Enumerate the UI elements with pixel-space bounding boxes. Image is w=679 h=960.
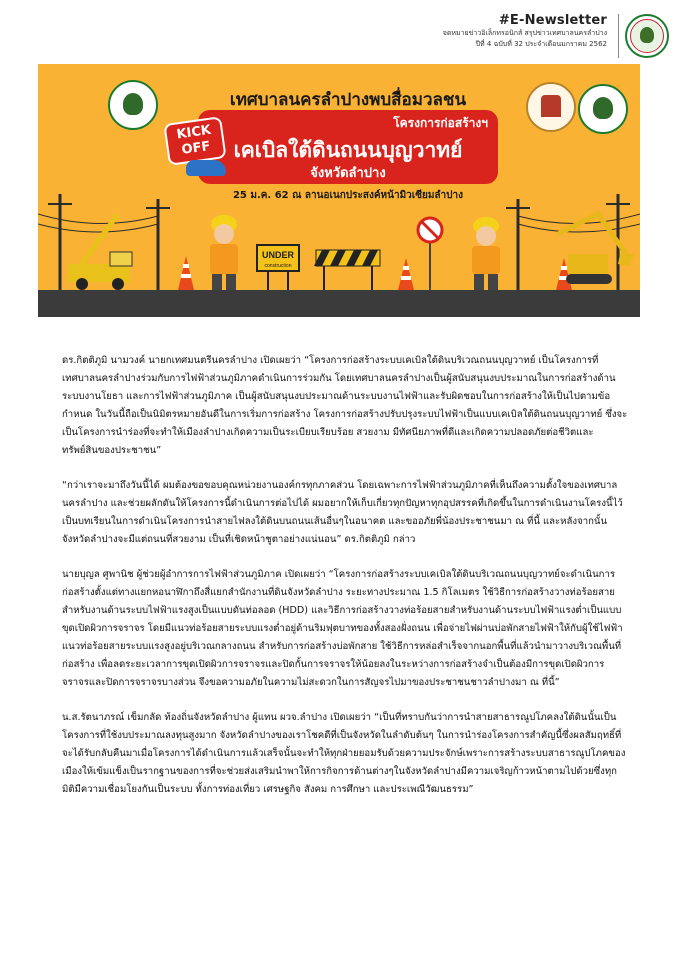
municipality-seal-icon [625,14,669,58]
provincial-seal-icon [526,82,576,132]
power-wires [38,214,640,232]
banner-headline: เทศบาลนครลำปางพบสื่อมวลชน [229,90,467,110]
article-paragraph: นายบุญล ศูพานิช ผู้ช่วยผู้อำการการไฟฟ้าส่วนภูมิภาค เปิดเผยว่า “โครงการก่อสร้างระบบเคเบิลใต้ดินบริเวณถนนบุญวาทย์จะดำเนินการก่อสร้างตั้งแต่ทางแยกหอนาฬิกาถึงสี่แยกสำนักงานที่ดินจังหวัดลำปาง ระยะทางประมาณ 1.5 กิโลเมตร ใช้วิธีการก่อสร้างวางท่อร้อยสายสำหรับงานด้านระบบไฟฟ้าแรงสูงเป็นแบบดันท่อลอด (HDD) และวิธีการก่อสร้างวางท่อร้อยสายสำหรับงานด้านระบบไฟฟ้าแรงต่ำเป็นแบบขุดเปิดผิวการจราจร โดยมีแนวท่อร้อยสายระบบแรงต่ำอยู่ด้านริมฟุตบาทของทั้งสองฝั่งถนน เพื่อจ่ายไฟผ่านบ่อพักสายไฟฟ้าให้กับผู้ใช้ไฟฟ้า แนวท่อร้อยสายระบบแรงสูงอยู่บริเวณกลางถนน สำหรับการก่อสร้างบ่อพักสาย ใช้วิธีการหล่อสำเร็จจากนอกพื้นที่แล้วนำมาวางบริเวณพื้นที่ก่อสร้าง เพื่อลดระยะเวลาการขุดเปิดผิวการจราจรและปิดกั้นการจราจรให้น้อยลงในระหว่างการก่อสร้างจำเป็นต้องมีการขุดเปิดผิวการจราจรและปิดการจราจรบางส่วน จึงขอความอภัยในความไม่สะดวกในการสัญจรไปมาของประชาชนชาวลำปางมา ณ ที่นี้” [62,569,623,688]
under-sign-line2: construction [264,263,292,269]
worker-right-icon [472,217,500,290]
banner-main-title: เคเบิลใต้ดินถนนบุญวาทย์ [233,138,463,162]
newsletter-title: #E-Newsletter [498,13,607,28]
article-paragraph: ดร.กิตติภูมิ นามวงค์ นายกเทศมนตรีนครลำปาง เปิดเผยว่า “โครงการก่อสร้างระบบเคเบิลใต้ดินบริเวณถนนบุญวาทย์ เป็นโครงการที่เทศบาลนครลำปางร่วมกับการไฟฟ้าส่วนภูมิภาคดำเนินการร่วมกัน โดยเทศบาลนครลำปางเป็นผู้สนับสนุนงบประมาณในการก่อสร้างด้านระบบงานโยธา และการไฟฟ้าส่วนภูมิภาค เป็นผู้สนับสนุนงบประมาณด้านระบบงานไฟฟ้าและรับผิดชอบในการก่อสร้างให้เป็นไปตามข้อกำหนด ในวันนี้ถือเป็นนิมิตรหมายอันดีในการเริ่มการก่อสร้าง โครงการก่อสร้างปรับปรุงระบบไฟฟ้าเป็นแบบเคเบิลใต้ดินถนนบุญวาทย์ ซึ่งจะเป็นโครงการนำร่องที่จะทำให้เมืองลำปางเกิดความเป็นระเบียบเรียบร้อย สวยงาม มีทัศนียภาพที่ดีและเกิดความปลอดภัยต่อชีวิตและทรัพย์สินของประชาชน” [62,355,628,456]
under-sign-line1: UNDER [261,250,295,260]
newsletter-header [0,0,679,64]
municipality-seal-icon [578,84,628,134]
banner-project-label: โครงการก่อสร้างฯ [393,116,488,130]
municipality-seal-icon [108,80,158,130]
header-divider [618,14,619,58]
newsletter-issue: ปีที่ 4 ฉบับที่ 32 ประจำเดือนมกราคม 2562 [475,40,607,48]
excavator-icon [558,214,634,284]
event-banner [38,64,640,317]
crane-truck-icon [68,214,132,290]
road-barrier-icon [314,250,380,290]
banner-date-place: 25 ม.ค. 62 ณ ลานอเนกประสงค์หน้ามิวเซียมลำปาง [232,190,464,201]
under-construction-sign [256,244,300,290]
header-text [443,13,607,50]
article-paragraph: “กว่าเราจะมาถึงวันนี้ได้ ผมต้องขอขอบคุณหน่วยงานองค์กรทุกภาคส่วน โดยเฉพาะการไฟฟ้าส่วนภูมิภาคที่เห็นถึงความตั้งใจของเทศบาลนครลำปาง และช่วยผลักดันให้โครงการนี้ดำเนินการต่อไปได้ ผมอยากให้เก็บเกี่ยวทุกปัญหาทุกอุปสรรคที่เกิดขึ้นในการดำเนินงานโครงนี้ไว้เป็นบทเรียนในการดำเนินโครงการนำสายไฟลงใต้ดินบนถนนเส้นอื่นๆในอนาคต และขออภัยพี่น้องประชาชนมา ณ ที่นี้ และหลังจากนั้นจังหวัดลำปางจะมีแต่ถนนที่สวยงาม เป็นที่เชิดหน้าชูตาอย่างแน่นอน” ดร.กิตติภูมิ กล่าว [62,480,623,545]
newsletter-subtitle: จดหมายข่าวอิเล็กทรอนิกส์ สรุปข่าวเทศบาลนครลำปาง [442,29,607,37]
worker-left-icon [210,215,238,290]
banner-province: จังหวัดลำปาง [310,166,386,181]
no-entry-sign-icon [418,218,442,290]
article-body [62,352,628,816]
power-poles [60,194,618,294]
article-paragraph: น.ส.รัตนาภรณ์ เข็มกลัด ท้องถิ่นจังหวัดลำปาง ผู้แทน ผวจ.ลำปาง เปิดเผยว่า “เป็นที่ทราบกันว่าการนำสายสาธารณูปโภคลงใต้ดินนั้นเป็นโครงการที่ใช้งบประมาณลงทุนสูงมาก จังหวัดลำปางของเราโชคดีที่เป็นจังหวัดในลำดับต้นๆ ในการนำร่องโครงการสำคัญนี้ซึ่งผลสัมฤทธิ์ที่จะได้รับกลับคืนมาเมื่อโครงการได้ดำเนินการแล้วเสร็จนั้นจะทำให้ทุกฝ่ายยอมรับด้วยความประจักษ์เพราะการสร้างระบบสาธารณูปโภคของเมืองให้เข้มแข็งเป็นรากฐานของการที่จะช่วยส่งเสริมนำพาให้การกิจการด้านต่างๆในจังหวัดลำปางมีความเจริญก้าวหน้าตามไปด้วยซึ่งทุกมิติมีความเชื่อมโยงกันเป็นระบบ ทั้งการท่องเที่ยว เศรษฐกิจ สังคม การศึกษา และประเพณีวัฒนธรรม” [62,712,626,795]
road-ground [38,290,640,317]
kick-off-badge: KICK OFF [163,116,226,166]
